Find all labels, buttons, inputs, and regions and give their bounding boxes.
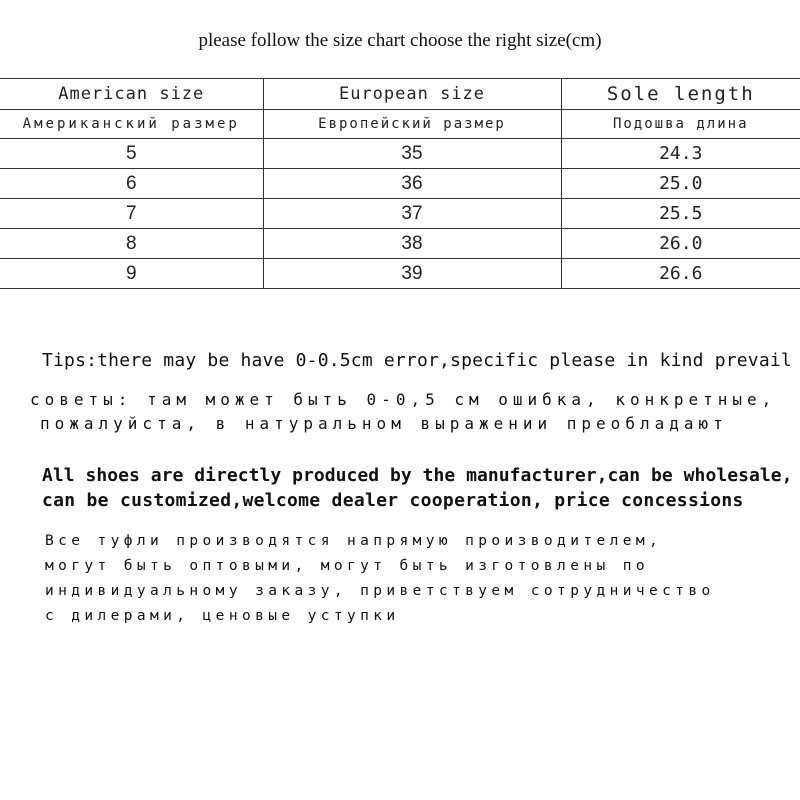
sole-length-cell: 26.0 <box>561 229 800 259</box>
american-size-cell: 7 <box>0 199 263 229</box>
header-sole-length-ru: Подошва длина <box>561 110 800 139</box>
table-row <box>0 229 800 259</box>
european-size-cell: 39 <box>263 259 561 289</box>
tips-english: Tips:there may be have 0-0.5cm error,specific please in kind prevail <box>42 350 792 371</box>
table-row <box>0 169 800 199</box>
american-size-cell: 6 <box>0 169 263 199</box>
american-size-cell: 5 <box>0 139 263 169</box>
american-size-cell: 8 <box>0 229 263 259</box>
header-american-size: American size <box>0 79 263 110</box>
header-european-size-ru: Европейский размер <box>263 110 561 139</box>
table-row <box>0 199 800 229</box>
table-header-english <box>0 79 800 110</box>
page-title: please follow the size chart choose the right size(cm) <box>198 30 602 51</box>
sole-length-cell: 26.6 <box>561 259 800 289</box>
tips-russian-line-2: пожалуйста, в натуральном выражении преобладают <box>40 414 728 433</box>
header-european-size: European size <box>263 79 561 110</box>
header-american-size-ru: Американский размер <box>0 110 263 139</box>
header-sole-length: Sole length <box>561 79 800 110</box>
american-size-cell: 9 <box>0 259 263 289</box>
size-chart-table <box>0 78 800 289</box>
info-russian-line-1: Все туфли производятся напрямую производителем, <box>45 533 663 549</box>
info-english-line-2: can be customized,welcome dealer cooperation, price concessions <box>42 490 744 511</box>
table-row <box>0 259 800 289</box>
sole-length-cell: 24.3 <box>561 139 800 169</box>
table-header-russian <box>0 110 800 139</box>
european-size-cell: 36 <box>263 169 561 199</box>
info-english-line-1: All shoes are directly produced by the manufacturer,can be wholesale, <box>42 465 793 486</box>
info-russian-line-4: с дилерами, ценовые уступки <box>45 608 400 624</box>
info-russian-line-3: индивидуальному заказу, приветствуем сотрудничество <box>45 583 715 599</box>
european-size-cell: 35 <box>263 139 561 169</box>
tips-russian-line-1: советы: там может быть 0-0,5 см ошибка, конкретные, <box>30 390 777 409</box>
sole-length-cell: 25.5 <box>561 199 800 229</box>
european-size-cell: 38 <box>263 229 561 259</box>
info-russian-line-2: могут быть оптовыми, могут быть изготовлены по <box>45 558 649 574</box>
sole-length-cell: 25.0 <box>561 169 800 199</box>
table-row <box>0 139 800 169</box>
european-size-cell: 37 <box>263 199 561 229</box>
